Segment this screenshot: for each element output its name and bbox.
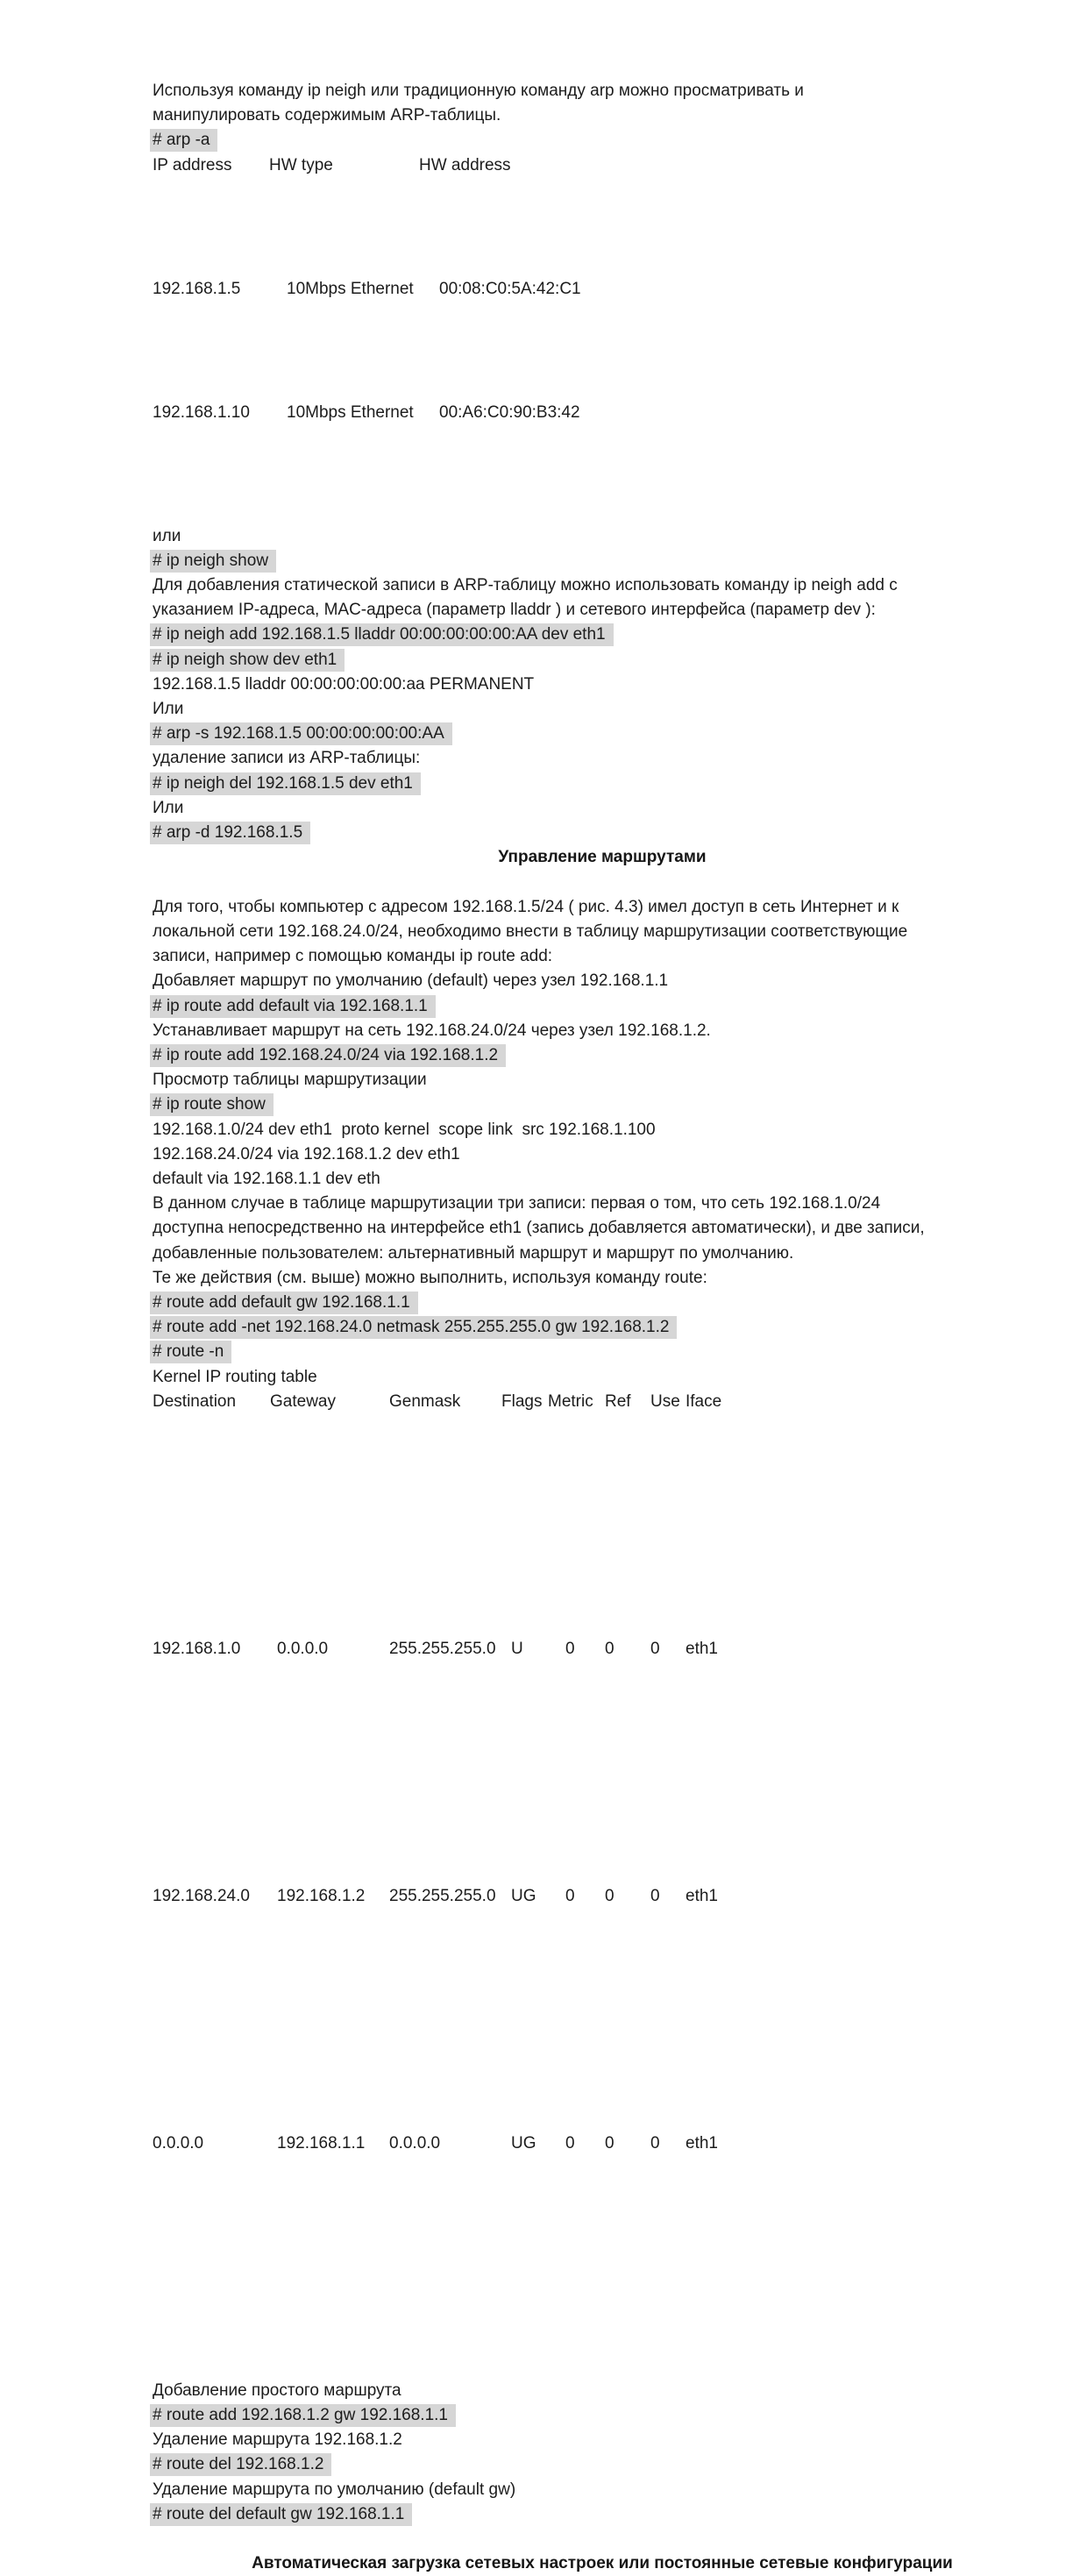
rt-cell-flags: UG [511, 2133, 536, 2153]
paragraph-line: добавленные пользователем: альтернативный маршрут и маршрут по умолчанию. [153, 1243, 794, 1263]
arp-cell-ip: 192.168.1.10 [153, 402, 250, 422]
command-line [153, 1315, 1052, 1340]
command-line [153, 1340, 1052, 1364]
arp-cell-hw-address: 00:08:C0:5A:42:C1 [439, 279, 581, 298]
spacer [153, 2527, 1052, 2551]
command-route-add-net: # route add -net 192.168.24.0 netmask 255.255.255.0 gw 192.168.1.2 [150, 1316, 677, 1339]
rt-header-iface: Iface [686, 1391, 722, 1411]
rt-cell-use: 0 [650, 1639, 660, 1658]
paragraph-line: записи, например с помощью команды ip route add: [153, 947, 553, 966]
rt-cell-gateway: 192.168.1.2 [277, 1886, 366, 1905]
command-output: default via 192.168.1.1 dev eth [153, 1169, 380, 1188]
command-line [153, 2502, 1052, 2527]
rt-header-ref: Ref [605, 1391, 631, 1411]
spacer [153, 871, 1052, 895]
arp-cell-hw-address: 00:A6:C0:90:B3:42 [439, 402, 580, 422]
routing-table-header [153, 1390, 1052, 1637]
rt-cell-use: 0 [650, 1886, 660, 1905]
paragraph-line: локальной сети 192.168.24.0/24, необходимо внести в таблицу маршрутизации соответствующие [153, 922, 908, 941]
command-line [153, 128, 1052, 153]
or-text: Или [153, 700, 184, 719]
command-line [153, 549, 1052, 573]
command-ip-route-add-net: # ip route add 192.168.24.0/24 via 192.168.1.2 [150, 1044, 506, 1067]
rt-header-gateway: Gateway [270, 1391, 336, 1411]
command-line [153, 623, 1052, 647]
arp-table-row [153, 277, 1052, 401]
rt-cell-iface: eth1 [686, 1639, 718, 1658]
document-content [153, 79, 1052, 2576]
paragraph-line: Для добавления статической записи в ARP-таблицу можно использовать команду ip neigh add с [153, 576, 898, 595]
command-ip-neigh-show: # ip neigh show [150, 550, 276, 573]
command-line [153, 1092, 1052, 1117]
arp-table-header [153, 153, 1052, 277]
paragraph-line: Устанавливает маршрут на сеть 192.168.24.0/24 через узел 192.168.1.2. [153, 1021, 711, 1040]
arp-cell-ip: 192.168.1.5 [153, 279, 241, 298]
rt-header-genmask: Genmask [389, 1391, 461, 1411]
command-route-add-simple: # route add 192.168.1.2 gw 192.168.1.1 [150, 2404, 456, 2427]
command-arp-a: # arp -a [150, 129, 217, 152]
command-line [153, 648, 1052, 672]
paragraph-line: Те же действия (см. выше) можно выполнить, используя команду route: [153, 1268, 707, 1287]
command-line [153, 2403, 1052, 2428]
paragraph-line: Для того, чтобы компьютер с адресом 192.168.1.5/24 ( рис. 4.3) имел доступ в сеть Интернет и к [153, 897, 899, 916]
rt-cell-iface: eth1 [686, 2133, 718, 2153]
command-route-del: # route del 192.168.1.2 [150, 2453, 331, 2476]
or-text: или [153, 526, 181, 545]
command-output: 192.168.1.5 lladdr 00:00:00:00:00:aa PERMANENT [153, 674, 535, 694]
rt-cell-iface: eth1 [686, 1886, 718, 1905]
paragraph-line: Удаление маршрута по умолчанию (default gw) [153, 2480, 516, 2499]
paragraph-line: удаление записи из ARP-таблицы: [153, 749, 421, 768]
rt-cell-genmask: 0.0.0.0 [389, 2133, 441, 2153]
rt-cell-destination: 0.0.0.0 [153, 2133, 204, 2153]
routing-table-row [153, 1637, 1052, 1884]
arp-header-ip-address: IP address [153, 155, 232, 174]
rt-cell-genmask: 255.255.255.0 [389, 1886, 496, 1905]
command-ip-neigh-del: # ip neigh del 192.168.1.5 dev eth1 [150, 772, 421, 795]
rt-cell-gateway: 0.0.0.0 [277, 1639, 329, 1658]
paragraph-line: Используя команду ip neigh или традиционную команду arp можно просматривать и [153, 82, 804, 100]
command-arp-d: # arp -d 192.168.1.5 [150, 822, 310, 844]
or-text: Или [153, 798, 184, 817]
arp-header-hw-address: HW address [419, 155, 511, 174]
rt-cell-ref: 0 [605, 1639, 615, 1658]
routing-table-row [153, 2131, 1052, 2379]
paragraph-line: Добавляет маршрут по умолчанию (default) через узел 192.168.1.1 [153, 971, 669, 991]
command-line [153, 1291, 1052, 1315]
command-line [153, 722, 1052, 746]
command-ip-route-add-default: # ip route add default via 192.168.1.1 [150, 995, 436, 1018]
rt-header-flags: Flags [501, 1391, 543, 1411]
command-route-del-default: # route del default gw 192.168.1.1 [150, 2503, 412, 2526]
rt-cell-destination: 192.168.1.0 [153, 1639, 241, 1658]
command-ip-neigh-add: # ip neigh add 192.168.1.5 lladdr 00:00:00:00:00:AA dev eth1 [150, 623, 614, 646]
routing-table-row [153, 1884, 1052, 2131]
command-line [153, 994, 1052, 1019]
command-line [153, 821, 1052, 845]
rt-cell-genmask: 255.255.255.0 [389, 1639, 496, 1658]
command-ip-neigh-show-dev: # ip neigh show dev eth1 [150, 649, 345, 672]
paragraph-line: манипулировать содержимым ARP-таблицы. [153, 106, 501, 125]
rt-header-metric: Metric [548, 1391, 593, 1411]
arp-table-row [153, 401, 1052, 524]
rt-cell-metric: 0 [565, 1886, 575, 1905]
paragraph-line: В данном случае в таблице маршрутизации три записи: первая о том, что сеть 192.168.1.0/24 [153, 1194, 881, 1213]
arp-cell-hw-type: 10Mbps Ethernet [287, 279, 414, 298]
paragraph-line: доступна непосредственно на интерфейсе eth1 (запись добавляется автоматически), и две записи, [153, 1219, 925, 1238]
paragraph-line: Добавление простого маршрута [153, 2380, 401, 2400]
command-line [153, 772, 1052, 796]
rt-cell-ref: 0 [605, 1886, 615, 1905]
rt-header-destination: Destination [153, 1391, 237, 1411]
command-output: 192.168.1.0/24 dev eth1 proto kernel scope link src 192.168.1.100 [153, 1120, 656, 1139]
rt-cell-flags: U [511, 1639, 523, 1658]
arp-header-hw-type: HW type [269, 155, 333, 174]
paragraph-line: Удаление маршрута 192.168.1.2 [153, 2430, 402, 2450]
paragraph-line: Просмотр таблицы маршрутизации [153, 1071, 427, 1090]
paragraph-line: указанием IP-адреса, MAC-адреса (параметр lladdr ) и сетевого интерфейса (параметр dev ): [153, 601, 876, 620]
rt-cell-flags: UG [511, 1886, 536, 1905]
section-heading-autoload: Автоматическая загрузка сетевых настроек или постоянные сетевые конфигурации [252, 2554, 953, 2573]
command-line [153, 1043, 1052, 1068]
rt-cell-destination: 192.168.24.0 [153, 1886, 250, 1905]
command-route-add-default: # route add default gw 192.168.1.1 [150, 1292, 418, 1314]
command-arp-s: # arp -s 192.168.1.5 00:00:00:00:00:AA [150, 722, 452, 745]
rt-cell-ref: 0 [605, 2133, 615, 2153]
rt-cell-metric: 0 [565, 2133, 575, 2153]
command-route-n: # route -n [150, 1341, 231, 1363]
rt-cell-gateway: 192.168.1.1 [277, 2133, 366, 2153]
kernel-table-title: Kernel IP routing table [153, 1367, 317, 1386]
command-line [153, 2452, 1052, 2477]
rt-header-use: Use [650, 1391, 680, 1411]
command-output: 192.168.24.0/24 via 192.168.1.2 dev eth1 [153, 1144, 460, 1163]
section-heading-routes: Управление маршрутами [498, 848, 707, 867]
arp-cell-hw-type: 10Mbps Ethernet [287, 402, 414, 422]
command-ip-route-show: # ip route show [150, 1093, 274, 1116]
rt-cell-metric: 0 [565, 1639, 575, 1658]
rt-cell-use: 0 [650, 2133, 660, 2153]
